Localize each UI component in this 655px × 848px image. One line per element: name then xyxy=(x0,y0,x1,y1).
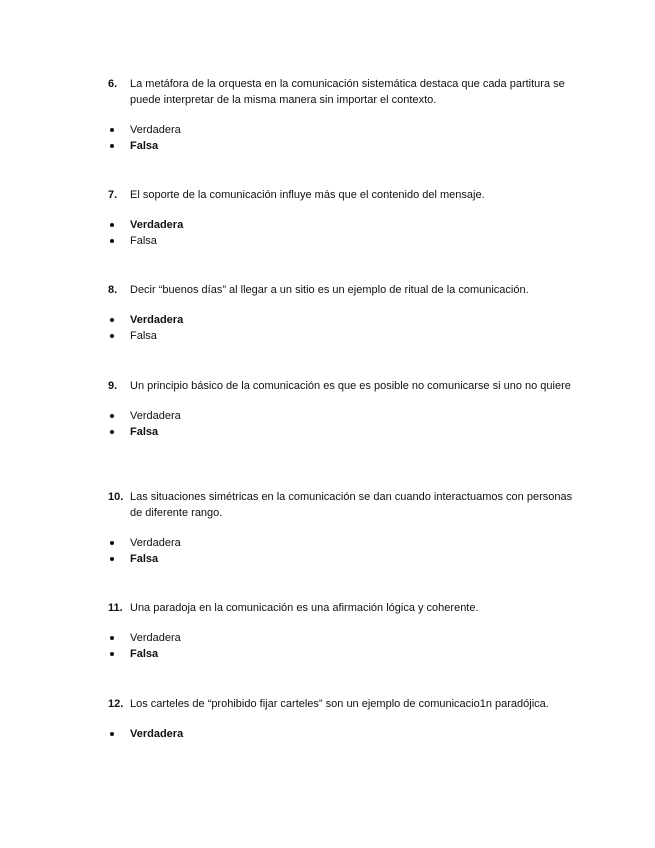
question-text xyxy=(108,489,578,521)
question-text xyxy=(108,696,578,712)
option-falsa: Falsa xyxy=(108,233,578,249)
option-verdadera: Verdadera xyxy=(108,408,578,424)
option-verdadera: Verdadera xyxy=(108,726,578,742)
question-8 xyxy=(108,282,578,344)
question-10 xyxy=(108,489,578,567)
option-falsa: Falsa xyxy=(108,328,578,344)
options-list xyxy=(108,630,578,662)
question-statement: Decir “buenos días” al llegar a un sitio es un ejemplo de ritual de la comunicación. xyxy=(130,284,529,296)
options-list xyxy=(108,122,578,154)
question-number: 7. xyxy=(108,189,118,201)
question-text xyxy=(108,378,578,394)
option-verdadera: Verdadera xyxy=(108,217,578,233)
question-number: 10. xyxy=(108,491,124,503)
question-text xyxy=(108,76,578,108)
options-list xyxy=(108,726,578,742)
question-statement: Los carteles de “prohibido fijar carteles” son un ejemplo de comunicacio1n paradójica. xyxy=(130,698,549,710)
option-falsa: Falsa xyxy=(108,138,578,154)
question-statement: Una paradoja en la comunicación es una afirmación lógica y coherente. xyxy=(130,602,479,614)
question-7 xyxy=(108,187,578,249)
options-list xyxy=(108,535,578,567)
options-list xyxy=(108,408,578,440)
question-statement: El soporte de la comunicación influye más que el contenido del mensaje. xyxy=(130,189,485,201)
option-falsa: Falsa xyxy=(108,551,578,567)
option-falsa: Falsa xyxy=(108,646,578,662)
options-list xyxy=(108,217,578,249)
question-statement: Un principio básico de la comunicación es que es posible no comunicarse si uno no quiere xyxy=(130,380,571,392)
option-verdadera: Verdadera xyxy=(108,630,578,646)
question-number: 11. xyxy=(108,602,123,614)
question-statement: Las situaciones simétricas en la comunicación se dan cuando interactuamos con personas de diferente rango. xyxy=(130,491,573,519)
question-number: 8. xyxy=(108,284,118,296)
question-number: 12. xyxy=(108,698,124,710)
question-number: 6. xyxy=(108,78,118,90)
question-number: 9. xyxy=(108,380,118,392)
option-verdadera: Verdadera xyxy=(108,535,578,551)
question-12 xyxy=(108,696,578,742)
question-text xyxy=(108,187,578,203)
question-11 xyxy=(108,600,578,662)
question-text xyxy=(108,282,578,298)
option-verdadera: Verdadera xyxy=(108,312,578,328)
option-verdadera: Verdadera xyxy=(108,122,578,138)
question-statement: La metáfora de la orquesta en la comunicación sistemática destaca que cada partitura se puede interpretar de la misma manera sin importar el contexto. xyxy=(130,78,565,106)
options-list xyxy=(108,312,578,344)
question-9 xyxy=(108,378,578,440)
question-6 xyxy=(108,76,578,154)
option-falsa: Falsa xyxy=(108,424,578,440)
question-text xyxy=(108,600,578,616)
